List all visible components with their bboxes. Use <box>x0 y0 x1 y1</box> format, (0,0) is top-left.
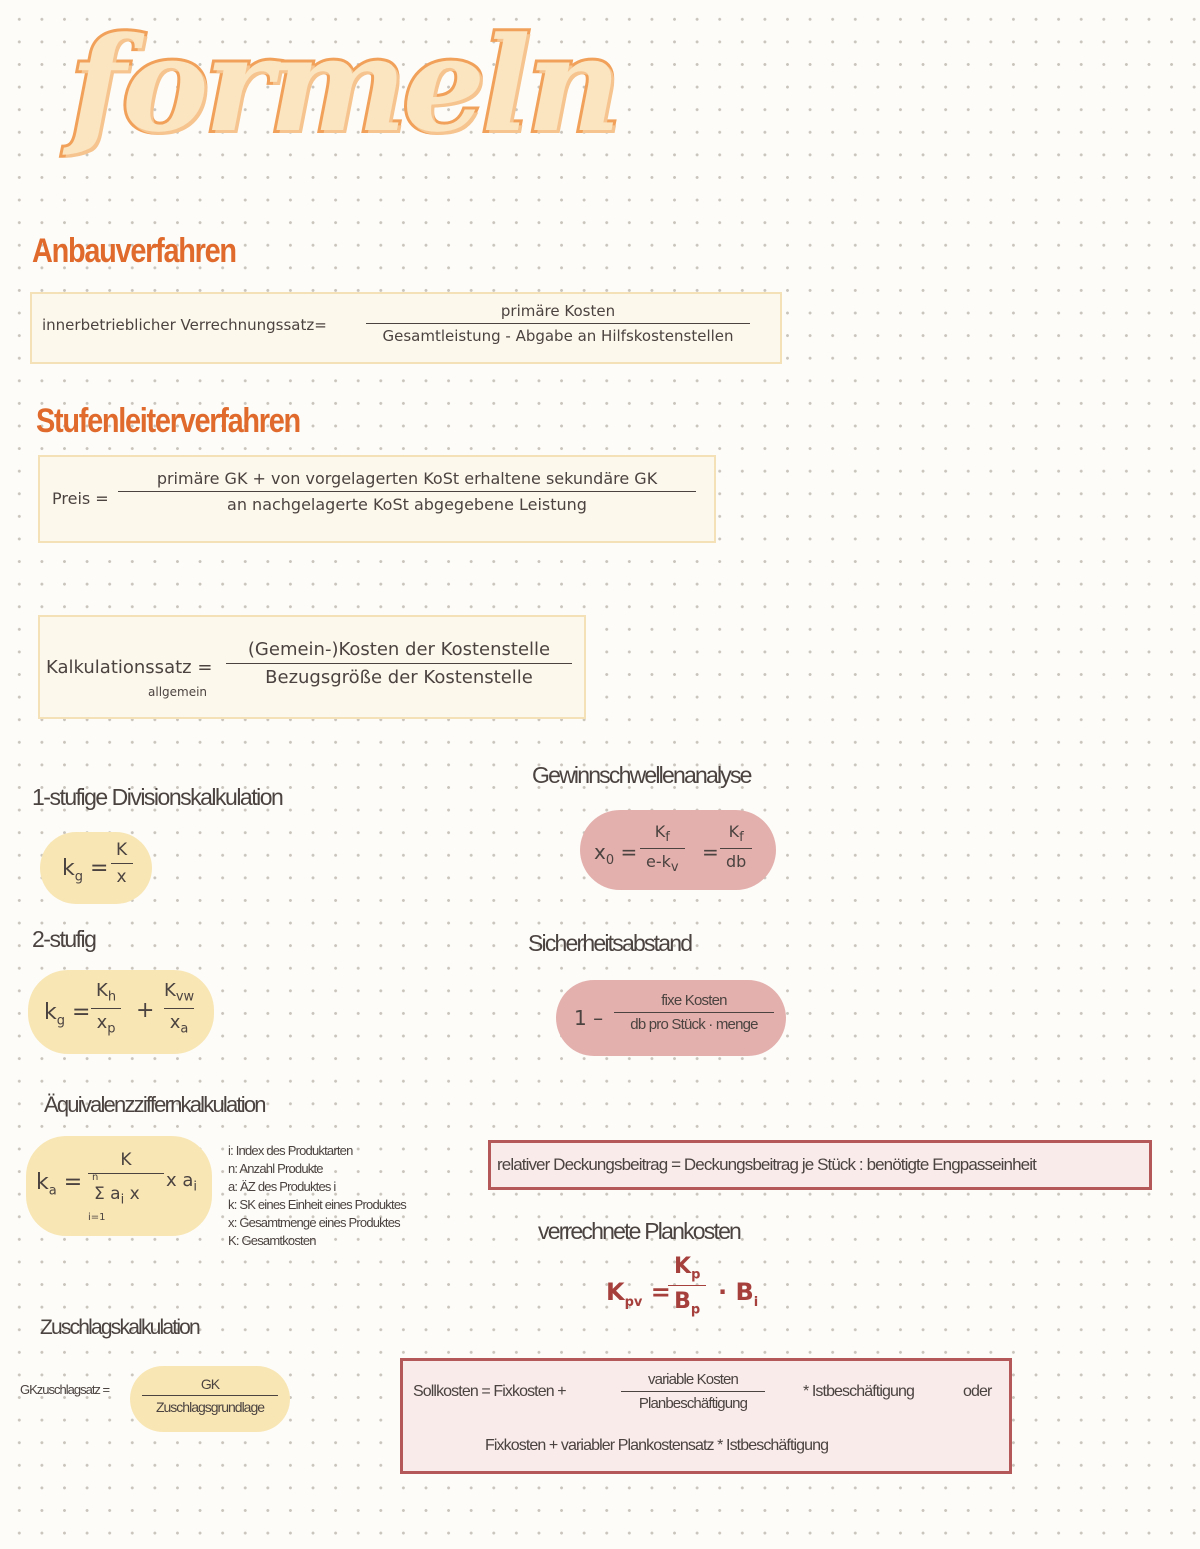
div1-numerator: K <box>116 840 128 860</box>
gewinn-fraction-2 <box>720 822 752 871</box>
anbau-formula-box <box>30 292 782 364</box>
gewinn-eq1: = <box>620 840 638 864</box>
soll-denominator: Planbeschäftigung <box>621 1391 765 1412</box>
relativ-box <box>488 1140 1152 1190</box>
aequi-blob <box>26 1136 212 1236</box>
aequi-lhs-sub: a <box>48 1183 57 1199</box>
div2-eq: = <box>72 1000 91 1025</box>
soll-box <box>400 1358 1012 1474</box>
aequi-legend-item: K: Gesamtkosten <box>228 1233 316 1248</box>
div2-num2: K <box>164 980 176 1001</box>
aequi-eq: = <box>63 1170 83 1195</box>
stufen-lhs: Preis = <box>52 489 109 508</box>
kalk-formula-box <box>38 615 586 719</box>
gewinn-num1: K <box>654 822 666 841</box>
stufen-numerator: primäre GK + von vorgelagerten KoSt erhaltene sekundäre GK <box>156 469 658 488</box>
gewinn-blob <box>580 810 776 890</box>
soll-tail: * Istbeschäftigung <box>803 1383 914 1400</box>
kalk-numerator: (Gemein-)Kosten der Kostenstelle <box>247 639 551 660</box>
verrechnet-num: K <box>674 1254 692 1279</box>
zuschlag-lhs: GKzuschlagsatz = <box>20 1382 110 1397</box>
soll-fraction <box>621 1371 765 1412</box>
gewinn-den2: db <box>720 848 752 871</box>
soll-oder: oder <box>963 1383 992 1400</box>
sicher-fraction <box>614 992 774 1033</box>
aequi-times: x a <box>166 1170 194 1191</box>
kalk-denominator: Bezugsgröße der Kostenstelle <box>226 663 572 688</box>
kalk-fraction <box>226 639 572 688</box>
stufen-fraction <box>118 469 696 514</box>
div2-lhs-sub: g <box>56 1013 66 1029</box>
gewinn-den1: e-k <box>646 852 671 872</box>
anbau-numerator: primäre Kosten <box>500 302 616 320</box>
div1-blob <box>40 832 152 904</box>
gewinn-lhs: x <box>594 840 606 864</box>
div2-num1-sub: h <box>107 989 117 1005</box>
aequi-legend-item: n: Anzahl Produkte <box>228 1161 323 1176</box>
anbau-heading: Anbauverfahren <box>32 232 236 270</box>
div2-num1: K <box>96 980 108 1001</box>
verrechnet-fraction <box>668 1254 706 1318</box>
div1-lhs: k <box>62 856 75 881</box>
aequi-legend-item: i: Index des Produktarten <box>228 1143 353 1158</box>
verrechnet-times: · B <box>718 1278 754 1306</box>
verrechnet-num-sub: p <box>691 1267 701 1283</box>
gewinn-num2: K <box>728 822 740 841</box>
stufen-heading: Stufenleiterverfahren <box>36 402 300 440</box>
gewinn-fraction-1 <box>640 822 685 875</box>
gewinn-lhs-sub: 0 <box>605 853 615 868</box>
div2-heading: 2-stufig <box>32 926 96 952</box>
div2-den1-sub: p <box>107 1021 116 1037</box>
anbau-denominator: Gesamtleistung - Abgabe an Hilfskostenstellen <box>366 323 750 345</box>
aequi-den-sum: Σ a <box>94 1184 121 1204</box>
anbau-lhs: innerbetrieblicher Verrechnungssatz= <box>42 316 327 334</box>
aequi-numerator: K <box>120 1150 132 1170</box>
page-title: formeln <box>70 8 618 161</box>
aequi-legend-item: x: Gesamtmenge eines Produktes <box>228 1215 400 1230</box>
div1-heading: 1-stufige Divisionskalkulation <box>32 784 283 810</box>
aequi-den-i: i <box>120 1192 125 1208</box>
div2-blob <box>28 970 214 1054</box>
sicher-numerator: fixe Kosten <box>661 992 727 1009</box>
aequi-sum-top: n <box>92 1172 99 1183</box>
aequi-heading: Äquivalenzziffernkalkulation <box>44 1092 265 1117</box>
verrechnet-lhs: K <box>606 1278 625 1306</box>
div2-lhs: k <box>44 1000 57 1025</box>
zuschlag-fraction <box>142 1376 278 1415</box>
soll-lhs: Sollkosten = Fixkosten + <box>413 1383 566 1400</box>
aequi-legend-item: k: SK eines Einheit eines Produktes <box>228 1197 406 1212</box>
gewinn-den1-sub: v <box>670 860 679 876</box>
soll-numerator: variable Kosten <box>648 1371 738 1388</box>
zuschlag-blob <box>130 1366 290 1432</box>
anbau-fraction <box>366 302 750 345</box>
zuschlag-numerator: GK <box>200 1376 220 1392</box>
zuschlag-denominator: Zuschlagsgrundlage <box>142 1395 278 1415</box>
div2-fraction-2 <box>158 980 200 1036</box>
aequi-legend-item: a: ÄZ des Produktes i <box>228 1179 336 1194</box>
gewinn-eq2: = <box>702 840 719 864</box>
gewinn-num1-sub: f <box>665 830 670 846</box>
aequi-lhs: k <box>36 1170 49 1195</box>
zuschlag-heading: Zuschlagskalkulation <box>40 1316 199 1339</box>
aequi-times-sub: i <box>193 1179 198 1195</box>
gewinn-num2-sub: f <box>739 830 744 846</box>
div2-num2-sub: vw <box>175 989 195 1005</box>
div1-fraction <box>110 840 133 887</box>
div1-denominator: x <box>111 863 133 887</box>
sicher-blob <box>556 980 786 1056</box>
relativ-text: relativer Deckungsbeitrag = Deckungsbeitrag je Stück : benötigte Engpasseinheit <box>497 1155 1036 1174</box>
kalk-lhs-sub: allgemein <box>148 685 208 699</box>
verrechnet-den-sub: p <box>690 1302 701 1318</box>
sicher-lhs: 1 – <box>574 1006 604 1030</box>
gewinn-heading: Gewinnschwellenanalyse <box>532 762 751 788</box>
sicher-heading: Sicherheitsabstand <box>528 930 692 956</box>
div2-den1: x <box>96 1011 108 1033</box>
verrechnet-lhs-sub: pv <box>624 1294 643 1310</box>
div2-plus: + <box>136 998 155 1023</box>
aequi-sum-bottom: i=1 <box>88 1212 106 1224</box>
verrechnet-eq: = <box>650 1278 671 1306</box>
kalk-lhs: Kalkulationssatz = <box>46 657 213 678</box>
soll-line2: Fixkosten + variabler Plankostensatz * Istbeschäftigung <box>485 1437 829 1454</box>
stufen-formula-box <box>38 455 716 543</box>
div2-den2-sub: a <box>180 1021 189 1037</box>
verrechnet-heading: verrechnete Plankosten <box>538 1218 741 1244</box>
aequi-fraction <box>88 1150 164 1224</box>
aequi-legend <box>228 1142 438 1250</box>
div1-lhs-sub: g <box>74 869 84 885</box>
verrechnet-formula <box>606 1252 776 1332</box>
sicher-denominator: db pro Stück · menge <box>614 1012 774 1033</box>
verrechnet-times-sub: i <box>753 1294 759 1310</box>
stufen-denominator: an nachgelagerte KoSt abgegebene Leistung <box>118 491 696 514</box>
div2-den2: x <box>169 1011 181 1033</box>
div2-fraction-1 <box>90 980 122 1036</box>
verrechnet-den: B <box>674 1289 691 1315</box>
aequi-den-x: x <box>124 1184 140 1204</box>
div1-eq: = <box>90 856 109 881</box>
